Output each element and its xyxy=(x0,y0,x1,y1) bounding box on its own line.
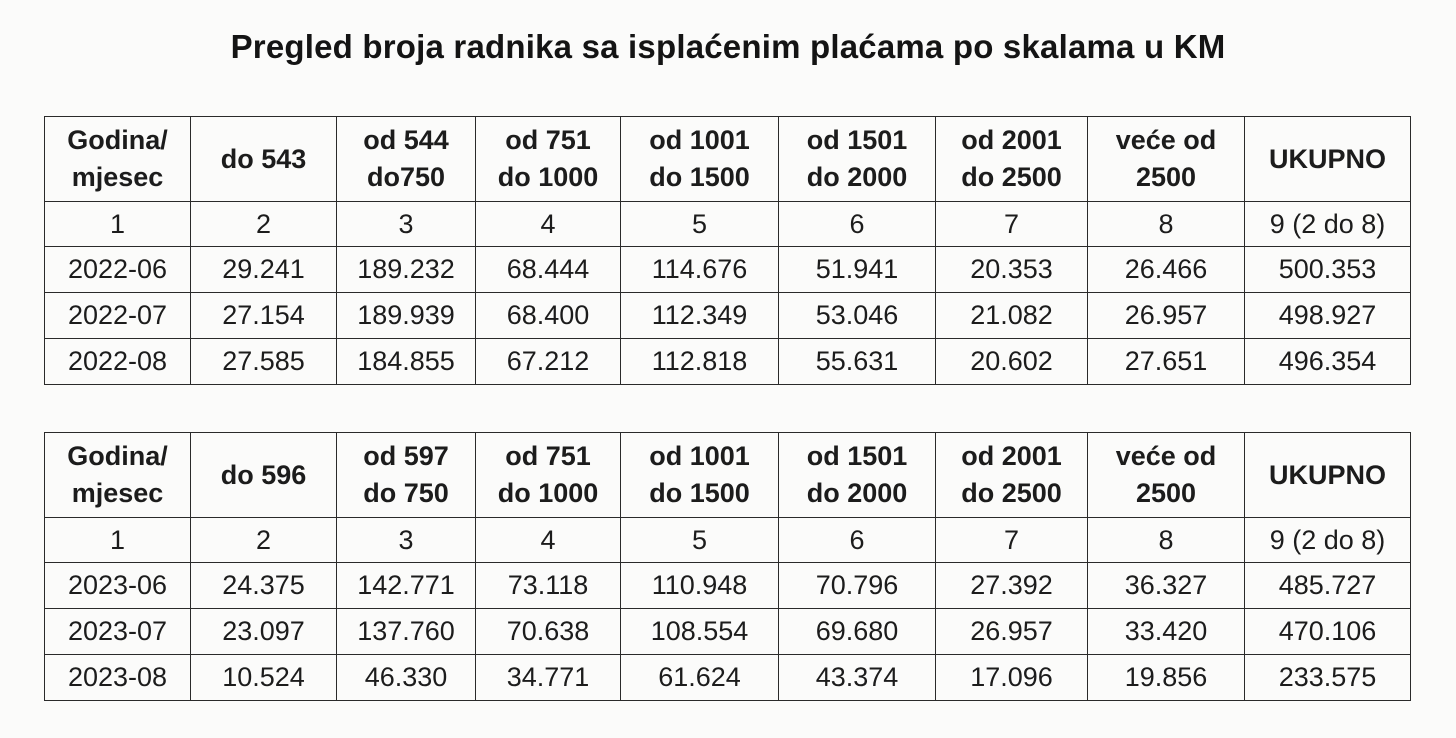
value-cell: 53.046 xyxy=(779,293,936,339)
column-header-line: do 2000 xyxy=(806,478,908,508)
column-header-line: od 1501 xyxy=(806,125,908,155)
column-header-line: do750 xyxy=(366,162,446,192)
column-header xyxy=(1088,117,1245,202)
table-row xyxy=(45,563,1411,609)
column-header xyxy=(45,433,191,518)
value-cell: 10.524 xyxy=(191,655,337,701)
column-header xyxy=(621,433,779,518)
column-header-line: do 1000 xyxy=(497,478,599,508)
value-cell: 21.082 xyxy=(936,293,1088,339)
column-index-row xyxy=(45,202,1411,247)
column-index-cell: 8 xyxy=(1088,518,1245,563)
column-header xyxy=(1245,433,1411,518)
column-header xyxy=(337,433,476,518)
value-cell: 470.106 xyxy=(1245,609,1411,655)
column-header-line: Godina/ xyxy=(67,125,168,155)
column-header xyxy=(476,433,621,518)
period-cell: 2022-08 xyxy=(45,339,191,385)
column-index-cell: 6 xyxy=(779,518,936,563)
table-row xyxy=(45,247,1411,293)
value-cell: 26.957 xyxy=(1088,293,1245,339)
column-header-line: do 2000 xyxy=(806,162,908,192)
column-header xyxy=(191,433,337,518)
value-cell: 27.585 xyxy=(191,339,337,385)
value-cell: 485.727 xyxy=(1245,563,1411,609)
column-header xyxy=(476,117,621,202)
value-cell: 68.400 xyxy=(476,293,621,339)
column-header xyxy=(191,117,337,202)
value-cell: 496.354 xyxy=(1245,339,1411,385)
period-cell: 2023-07 xyxy=(45,609,191,655)
value-cell: 189.232 xyxy=(337,247,476,293)
value-cell: 27.154 xyxy=(191,293,337,339)
value-cell: 29.241 xyxy=(191,247,337,293)
value-cell: 24.375 xyxy=(191,563,337,609)
period-cell: 2023-08 xyxy=(45,655,191,701)
value-cell: 20.353 xyxy=(936,247,1088,293)
value-cell: 27.392 xyxy=(936,563,1088,609)
column-index-cell: 9 (2 do 8) xyxy=(1245,202,1411,247)
value-cell: 17.096 xyxy=(936,655,1088,701)
column-header xyxy=(1088,433,1245,518)
column-header-line: do 543 xyxy=(220,143,307,174)
column-header xyxy=(621,117,779,202)
column-header-line: od 2001 xyxy=(961,125,1062,155)
column-header xyxy=(1245,117,1411,202)
value-cell: 233.575 xyxy=(1245,655,1411,701)
period-cell: 2022-07 xyxy=(45,293,191,339)
value-cell: 55.631 xyxy=(779,339,936,385)
period-cell: 2022-06 xyxy=(45,247,191,293)
column-header-line: do 2500 xyxy=(961,478,1062,508)
value-cell: 26.957 xyxy=(936,609,1088,655)
period-cell: 2023-06 xyxy=(45,563,191,609)
column-index-row xyxy=(45,518,1411,563)
column-header-line: mjesec xyxy=(71,162,164,192)
column-header-line: veće od xyxy=(1115,441,1217,471)
value-cell: 189.939 xyxy=(337,293,476,339)
column-index-cell: 7 xyxy=(936,202,1088,247)
table-row xyxy=(45,339,1411,385)
column-index-cell: 5 xyxy=(621,202,779,247)
value-cell: 112.818 xyxy=(621,339,779,385)
value-cell: 68.444 xyxy=(476,247,621,293)
column-index-cell: 5 xyxy=(621,518,779,563)
value-cell: 20.602 xyxy=(936,339,1088,385)
value-cell: 500.353 xyxy=(1245,247,1411,293)
table-row xyxy=(45,293,1411,339)
value-cell: 110.948 xyxy=(621,563,779,609)
wage-table-2022 xyxy=(44,116,1411,385)
column-index-cell: 1 xyxy=(45,518,191,563)
column-header-line: mjesec xyxy=(71,478,164,508)
header-row xyxy=(45,433,1411,518)
column-header xyxy=(779,433,936,518)
column-index-cell: 1 xyxy=(45,202,191,247)
value-cell: 73.118 xyxy=(476,563,621,609)
page-title: Pregled broja radnika sa isplaćenim plaćama po skalama u KM xyxy=(230,28,1226,65)
column-header-line: od 751 xyxy=(505,125,591,155)
column-header-line: 2500 xyxy=(1135,478,1197,508)
column-header xyxy=(779,117,936,202)
column-index-cell: 3 xyxy=(337,202,476,247)
value-cell: 19.856 xyxy=(1088,655,1245,701)
column-index-cell: 8 xyxy=(1088,202,1245,247)
value-cell: 27.651 xyxy=(1088,339,1245,385)
table-row xyxy=(45,655,1411,701)
value-cell: 498.927 xyxy=(1245,293,1411,339)
value-cell: 70.638 xyxy=(476,609,621,655)
value-cell: 142.771 xyxy=(337,563,476,609)
column-index-cell: 2 xyxy=(191,518,337,563)
value-cell: 184.855 xyxy=(337,339,476,385)
value-cell: 61.624 xyxy=(621,655,779,701)
value-cell: 33.420 xyxy=(1088,609,1245,655)
column-header-line: veće od xyxy=(1115,125,1217,155)
column-index-cell: 4 xyxy=(476,202,621,247)
column-index-cell: 4 xyxy=(476,518,621,563)
value-cell: 51.941 xyxy=(779,247,936,293)
column-header-line: od 751 xyxy=(505,441,591,471)
column-header-line: od 1501 xyxy=(806,441,908,471)
column-header-line: do 2500 xyxy=(961,162,1062,192)
value-cell: 36.327 xyxy=(1088,563,1245,609)
value-cell: 137.760 xyxy=(337,609,476,655)
value-cell: 46.330 xyxy=(337,655,476,701)
column-header-line: od 597 xyxy=(363,441,449,471)
column-index-cell: 7 xyxy=(936,518,1088,563)
column-header xyxy=(936,433,1088,518)
value-cell: 114.676 xyxy=(621,247,779,293)
value-cell: 112.349 xyxy=(621,293,779,339)
column-index-cell: 9 (2 do 8) xyxy=(1245,518,1411,563)
column-header-line: do 1500 xyxy=(649,478,750,508)
column-header xyxy=(45,117,191,202)
column-index-cell: 3 xyxy=(337,518,476,563)
column-header-line: do 596 xyxy=(220,459,307,490)
column-header-line: od 2001 xyxy=(961,441,1062,471)
column-header-line: do 1000 xyxy=(497,162,599,192)
column-header-line: do 750 xyxy=(363,478,449,508)
value-cell: 26.466 xyxy=(1088,247,1245,293)
column-header-line: do 1500 xyxy=(649,162,750,192)
value-cell: 70.796 xyxy=(779,563,936,609)
column-header-line: UKUPNO xyxy=(1268,143,1386,174)
value-cell: 23.097 xyxy=(191,609,337,655)
header-row xyxy=(45,117,1411,202)
column-header-line: 2500 xyxy=(1135,162,1197,192)
column-index-cell: 2 xyxy=(191,202,337,247)
column-header xyxy=(337,117,476,202)
column-header-line: od 1001 xyxy=(649,441,750,471)
column-header-line: od 1001 xyxy=(649,125,750,155)
value-cell: 108.554 xyxy=(621,609,779,655)
column-header-line: UKUPNO xyxy=(1268,459,1386,490)
wage-table-2023 xyxy=(44,432,1411,701)
value-cell: 69.680 xyxy=(779,609,936,655)
value-cell: 43.374 xyxy=(779,655,936,701)
column-header xyxy=(936,117,1088,202)
column-index-cell: 6 xyxy=(779,202,936,247)
table-row xyxy=(45,609,1411,655)
column-header-line: Godina/ xyxy=(67,441,168,471)
column-header-line: od 544 xyxy=(363,125,449,155)
value-cell: 34.771 xyxy=(476,655,621,701)
value-cell: 67.212 xyxy=(476,339,621,385)
